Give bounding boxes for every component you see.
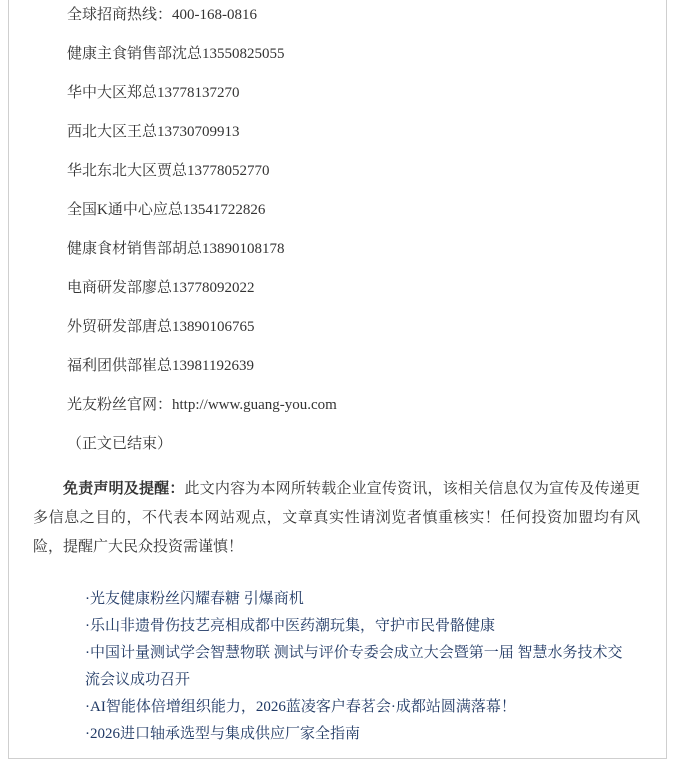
- disclaimer-body: 此文内容为本网所转载企业宣传资讯，该相关信息仅为宣传及传递更多信息之目的，不代表本网站观点，文章真实性请浏览者慎重核实！任何投资加盟均有风险，提醒广大民众投资需谨慎！: [33, 481, 640, 555]
- contact-line-ingredient-sales: 健康食材销售部胡总13890108178: [67, 241, 285, 257]
- contact-line-ecommerce-rd: 电商研发部廖总13778092022: [67, 280, 255, 296]
- related-link-ai-landray[interactable]: ·AI智能体倍增组织能力，2026蓝凌客户春茗会·成都站圆满落幕！: [85, 699, 516, 715]
- contact-section: [9, 0, 666, 452]
- related-link-item: [85, 640, 626, 694]
- related-link-item: [85, 586, 626, 613]
- contact-line-welfare-group: 福利团供部崔总13981192639: [67, 358, 254, 374]
- related-link-metrology-society[interactable]: ·中国计量测试学会智慧物联 测试与评价专委会成立大会暨第一届 智慧水务技术交流会议成功召开: [85, 645, 623, 688]
- contact-line-foreign-trade-rd: 外贸研发部唐总13890106765: [67, 319, 255, 335]
- related-link-leshan-heritage[interactable]: ·乐山非遗骨伤技艺亮相成都中医药潮玩集，守护市民骨骼健康: [85, 618, 495, 634]
- article-end-notice: （正文已结束）: [67, 436, 173, 452]
- related-link-bearing-guide[interactable]: ·2026进口轴承选型与集成供应厂家全指南: [85, 726, 360, 742]
- related-links-list: [9, 586, 666, 748]
- contact-line-staple-food-sales: 健康主食销售部沈总13550825055: [67, 46, 285, 62]
- disclaimer-label: 免责声明及提醒：: [63, 481, 185, 497]
- related-link-item: [85, 694, 626, 721]
- article-page-box: [8, 0, 667, 759]
- contact-line-ka-center: 全国K通中心应总13541722826: [67, 202, 266, 218]
- contact-line-central-china: 华中大区郑总13778137270: [67, 85, 240, 101]
- contact-line-north-northeast: 华北东北大区贾总13778052770: [67, 163, 270, 179]
- contact-line-official-website: 光友粉丝官网：http://www.guang-you.com: [67, 397, 337, 413]
- contact-line-hotline: 全球招商热线：400-168-0816: [67, 7, 257, 23]
- related-link-item: [85, 613, 626, 640]
- related-link-item: [85, 721, 626, 748]
- disclaimer-paragraph: [9, 475, 666, 562]
- contact-line-northwest: 西北大区王总13730709913: [67, 124, 240, 140]
- related-link-guangyou-spring-sugar[interactable]: ·光友健康粉丝闪耀春糖 引爆商机: [85, 591, 304, 607]
